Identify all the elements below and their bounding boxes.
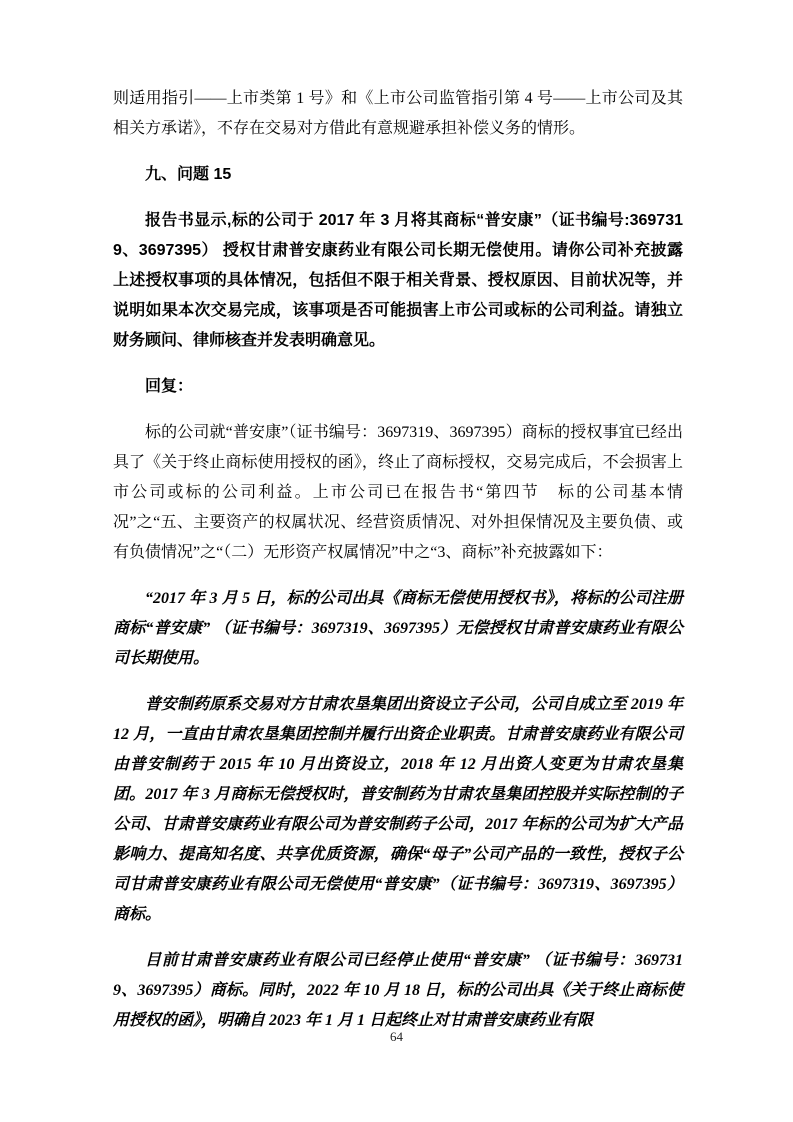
disclosure-paragraph-2: 普安制药原系交易对方甘肃农垦集团出资设立子公司，公司自成立至 2019 年 12 月，一直由甘肃农垦集团控制并履行出资企业职责。甘肃普安康药业有限公司由普安制药于 2015 年 10 月出资设立，2018 年 12 月出资人变更为甘肃农垦集团。2017 年 3 月商标无偿授权时，普安制药为甘肃农垦集团控股并实际控制的子公司、甘肃普安康药业有限公司为普安制药子公司，2017 年标的公司为扩大产品影响力、提高知名度、共享优质资源，确保“母子”公司产品的一致性，授权子公司甘肃普安康药业有限公司无偿使用“普安康”（证书编号：3697319、3697395）商标。 <box>113 696 683 923</box>
continuation-paragraph: 则适用指引——上市类第 1 号》和《上市公司监管指引第 4 号——上市公司及其相关方承诺》，不存在交易对方借此有意规避承担补偿义务的情形。 <box>113 90 683 137</box>
page-content <box>113 84 683 1036</box>
disclosure-paragraph-1: “2017 年 3 月 5 日，标的公司出具《商标无偿使用授权书》，将标的公司注册商标“普安康” （证书编号：3697319、3697395）无偿授权甘肃普安康药业有限公司长期使用。 <box>113 590 683 667</box>
section-heading: 九、问题 15 <box>145 166 232 183</box>
reply-label: 回复： <box>145 378 194 395</box>
reply-intro-paragraph: 标的公司就“普安康”（证书编号：3697319、3697395）商标的授权事宜已经出具了《关于终止商标使用授权的函》，终止了商标授权，交易完成后，不会损害上市公司或标的公司利益。上市公司已在报告书“第四节 标的公司基本情况”之“五、主要资产的权属状况、经营资质情况、对外担保情况及主要负债、或有负债情况”之“（二）无形资产权属情况”中之“3、商标”补充披露如下： <box>113 424 683 561</box>
disclosure-paragraph-3: 目前甘肃普安康药业有限公司已经停止使用“普安康” （证书编号：3697319、3697395）商标。同时，2022 年 10 月 18 日，标的公司出具《关于终止商标使用授权的函》，明确自 2023 年 1 月 1 日起终止对甘肃普安康药业有限 <box>113 952 683 1029</box>
page-number: 64 <box>390 1029 403 1044</box>
question-paragraph: 报告书显示,标的公司于 2017 年 3 月将其商标“普安康”（证书编号:3697319、3697395） 授权甘肃普安康药业有限公司长期无偿使用。请你公司补充披露上述授权事项的具体情况，包括但不限于相关背景、授权原因、目前状况等，并说明如果本次交易完成，该事项是否可能损害上市公司或标的公司利益。请独立财务顾问、律师核查并发表明确意见。 <box>113 212 683 349</box>
